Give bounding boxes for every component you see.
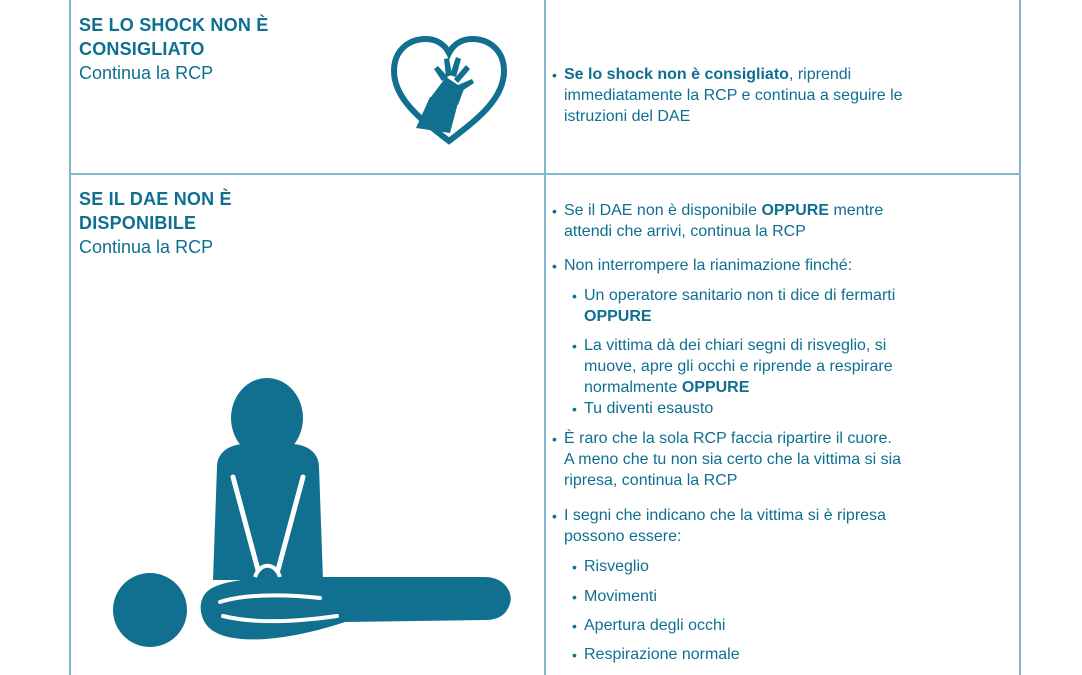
row2-heading-line1: SE IL DAE NON È <box>79 189 232 209</box>
row1-subheading: Continua la RCP <box>79 63 214 83</box>
row2-subbullet-7 <box>572 644 992 665</box>
row2-bullet-1-b: OPPURE <box>761 202 830 219</box>
row2-bullet-3-line2: A meno che tu non sia certo che la vittima si sia <box>564 451 902 468</box>
row2-subheading: Continua la RCP <box>79 237 214 257</box>
row2-subbullet-2-line1: La vittima dà dei chiari segni di risveglio, si <box>584 337 887 354</box>
row2-bullet-3-line3: ripresa, continua la RCP <box>564 472 738 489</box>
row1-bullet-strong: Se lo shock non è consigliato <box>564 66 789 83</box>
row2-subbullet-2-line3a: normalmente <box>584 379 682 396</box>
row2-subbullet-1-line2: OPPURE <box>584 308 652 325</box>
row2-subbullet-6 <box>572 615 992 636</box>
row1-bullet-rest: , riprendi <box>788 66 852 83</box>
table-border-left <box>69 0 71 675</box>
bullet-dot-icon: • <box>572 559 577 575</box>
bullet-dot-icon: • <box>572 338 577 354</box>
bullet-dot-icon: • <box>572 589 577 605</box>
bullet-dot-icon: • <box>572 288 577 304</box>
row2-bullet-1-line2: attendi che arrivi, continua la RCP <box>564 223 806 240</box>
row2-subbullet-2 <box>572 335 992 398</box>
bullet-dot-icon: • <box>552 67 557 83</box>
bullet-dot-icon: • <box>572 647 577 663</box>
row2-bullet-3-line1: È raro che la sola RCP faccia ripartire il cuore. <box>564 430 892 447</box>
row2-subbullet-4-line1: Risveglio <box>584 558 649 575</box>
row2-subbullet-2-line3b: OPPURE <box>681 379 750 396</box>
row1-bullet <box>552 64 992 127</box>
row2-subbullet-5 <box>572 586 992 607</box>
bullet-dot-icon: • <box>552 431 557 447</box>
row2-heading <box>79 187 379 259</box>
bullet-dot-icon: • <box>572 401 577 417</box>
row2-bullet-4-line2: possono essere: <box>564 528 682 545</box>
row1-heading-line2: CONSIGLIATO <box>79 39 205 59</box>
bullet-dot-icon: • <box>552 258 557 274</box>
bullet-dot-icon: • <box>572 618 577 634</box>
row1-bullet-line2: immediatamente la RCP e continua a seguire le <box>564 87 903 104</box>
row2-bullet-2 <box>552 255 992 276</box>
heart-hands-icon <box>386 33 512 148</box>
row2-subbullet-1-line1: Un operatore sanitario non ti dice di fermarti <box>584 287 896 304</box>
row2-subbullet-7-line1: Respirazione normale <box>584 646 740 663</box>
row2-subbullet-5-line1: Movimenti <box>584 588 657 605</box>
row2-bullet-4 <box>552 505 1002 547</box>
bullet-dot-icon: • <box>552 508 557 524</box>
row2-subbullet-3-line1: Tu diventi esausto <box>584 400 714 417</box>
row2-bullet-4-line1: I segni che indicano che la vittima si è ripresa <box>564 507 886 524</box>
table-border-middle <box>544 0 546 675</box>
bullet-dot-icon: • <box>552 203 557 219</box>
row2-bullet-2-text: Non interrompere la rianimazione finché: <box>564 257 853 274</box>
table-border-right <box>1019 0 1021 675</box>
row2-subbullet-4 <box>572 556 992 577</box>
row2-subbullet-1 <box>572 285 992 327</box>
row2-heading-line2: DISPONIBILE <box>79 213 197 233</box>
row2-bullet-1-a: Se il DAE non è disponibile <box>564 202 762 219</box>
row2-subbullet-3 <box>572 398 992 419</box>
row1-heading-line1: SE LO SHOCK NON È <box>79 15 269 35</box>
row2-bullets <box>552 200 1012 670</box>
row2-bullet-1 <box>552 200 992 242</box>
cpr-person-icon <box>105 372 525 672</box>
table-border-row-divider <box>69 173 1021 175</box>
row2-subbullet-2-line2: muove, apre gli occhi e riprende a respirare <box>584 358 893 375</box>
row1-bullet-line3: istruzioni del DAE <box>564 108 691 125</box>
row2-bullet-1-c: mentre <box>829 202 884 219</box>
row2-subbullet-6-line1: Apertura degli occhi <box>584 617 726 634</box>
row2-bullet-3 <box>552 428 1002 491</box>
row1-heading <box>79 13 379 85</box>
